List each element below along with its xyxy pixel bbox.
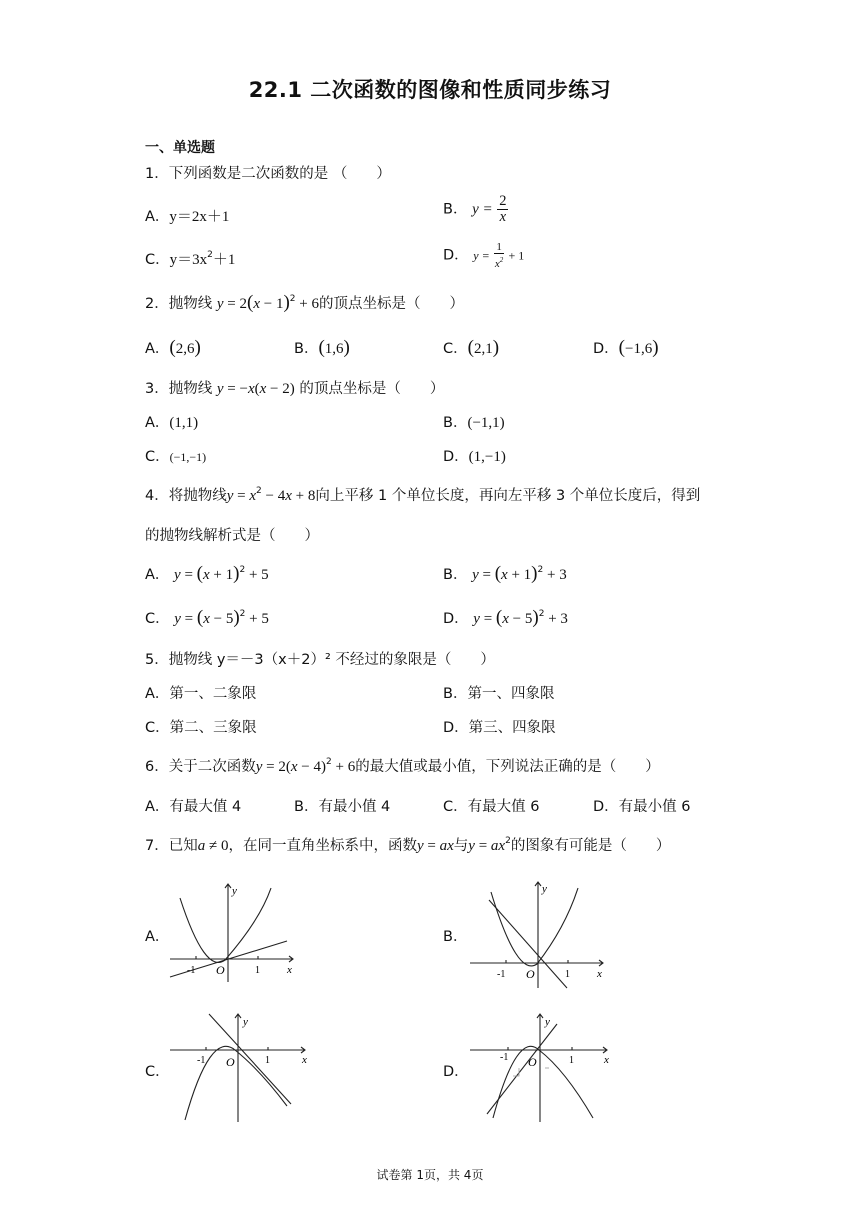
tick-1: 1 [265,1055,270,1066]
q7-option-a-label[interactable]: A． [145,929,170,945]
q2-option-d[interactable]: D．(−1,6) [593,337,659,358]
q5-option-d[interactable]: D．第三、四象限 [443,720,556,736]
origin-label: O [528,1055,537,1069]
question-7-stem: 7．已知a ≠ 0，在同一直角坐标系中，函数y = ax与$y = ax^2$的图象有可能是（ ） [145,836,671,854]
line-graph [209,1014,291,1104]
q1-d-math: y = [473,248,490,263]
page-title: 22.1 二次函数的图像和性质同步练习 [248,78,612,102]
q3-option-a[interactable]: A．(1,1) [145,415,199,431]
q7-option-d-label[interactable]: D． [443,1064,469,1080]
option-letter: B． [443,201,468,218]
section-heading: 一、单选题 [145,140,215,156]
q7-option-c-label[interactable]: C． [145,1064,170,1080]
tick-neg1: -1 [187,965,196,976]
question-6-stem: 6．关于二次函数$y = 2(x - 4)^2 + 6$的最大值或最小值，下列说法正确的是（ ） [145,757,660,775]
question-5-stem: 5．抛物线 y＝－3（x＋2）² 不经过的象限是（ ） [145,652,495,668]
y-label: y [243,1016,248,1028]
q6-option-a[interactable]: A．有最大值 4 [145,799,242,815]
q3-option-c[interactable]: C．(−1,−1) [145,449,207,465]
page-footer: 试卷第 1页，共 4页 [376,1168,484,1182]
q5-option-c[interactable]: C．第二、三象限 [145,720,257,736]
tick-1: 1 [565,969,570,980]
q5-option-a[interactable]: A．第一、二象限 [145,686,257,702]
option-letter: C． [145,252,170,268]
q6-option-c[interactable]: C．有最大值 6 [443,799,540,815]
q5-option-b[interactable]: B．第一、四象限 [443,686,555,702]
q1-a-expr: y＝2x＋1 [169,209,230,225]
graph-a[interactable] [165,880,305,985]
q2-option-c[interactable]: C．(2,1) [443,337,500,358]
origin-label: O [226,1055,235,1069]
q3-option-b[interactable]: B．(−1,1) [443,415,505,431]
tick-neg1: -1 [197,1055,206,1066]
parabola-curve [180,888,271,962]
q6-option-d[interactable]: D．有最小值 6 [593,799,691,815]
question-3-stem: 3．抛物线 y = −x(x − 2) 的顶点坐标是（ ） [145,381,445,397]
q2-expr: y [216,296,224,312]
y-label: y [542,883,547,895]
x-label: x [287,964,292,976]
parabola-curve [491,888,578,966]
tick-neg1: -1 [500,1052,509,1063]
q4-option-d[interactable]: D． $y = (x - 5)^2 + 3$ [443,607,568,628]
tick-1: 1 [569,1055,574,1066]
question-4-stem: 4．将抛物线$y = x^2 - 4x + 8$向上平移 1 个单位长度，再向左平移 3 个单位长度后，得到 [145,486,701,504]
tick-neg1: -1 [497,969,506,980]
q2-option-b[interactable]: B．(1,6) [294,337,350,358]
q1-option-b[interactable] [443,194,508,225]
q7-option-b-label[interactable]: B． [443,929,468,945]
q2-option-a[interactable]: A．(2,6) [145,337,201,358]
q1-option-c[interactable]: C．$y=3x^2+1$ [145,250,236,268]
graph-d[interactable] [465,1010,615,1125]
q4-option-a[interactable]: A． $y = (x + 1)^2 + 5$ [145,563,269,584]
q3-option-d[interactable]: D．(1,−1) [443,449,506,465]
origin-label: O [526,967,535,981]
x-label: x [302,1054,307,1066]
q1-option-a[interactable] [145,205,229,226]
option-letter: A． [145,209,170,225]
tick-1: 1 [255,965,260,976]
q4-option-c[interactable]: C． $y = (x - 5)^2 + 5$ [145,607,269,628]
line-graph [487,1024,557,1114]
q1-d-fraction: $\frac{1}{x^2}$ [494,241,504,270]
graph-b[interactable] [465,878,610,990]
origin-label: O [216,963,225,977]
q1-option-d[interactable]: D． y = $\frac{1}{x^2}$ + 1 [443,241,525,270]
option-letter: D． [443,247,469,264]
q4-option-b[interactable]: B． $y = (x + 1)^2 + 3$ [443,563,567,584]
x-label: x [597,968,602,980]
graph-c[interactable] [165,1010,315,1125]
y-label: y [232,885,237,897]
q6-option-b[interactable]: B．有最小值 4 [294,799,391,815]
question-4-line2: 的抛物线解析式是（ ） [145,528,319,544]
q1-b-math: y = [472,201,493,218]
q1-b-fraction: $\frac{2}{x}$ [499,193,507,225]
y-label: y [545,1016,550,1028]
question-1-stem: 1．下列函数是二次函数的是 （ ） [145,166,391,182]
question-2-stem: 2．抛物线 $y = 2(x - 1)^2 + 6$的顶点坐标是（ ） [145,292,464,313]
x-label: x [604,1054,609,1066]
